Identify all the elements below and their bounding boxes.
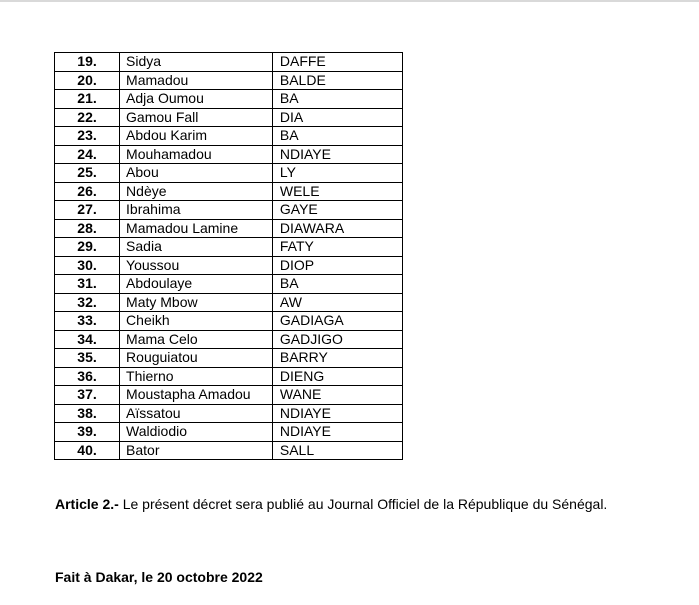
last-name-cell: LY bbox=[272, 164, 402, 183]
last-name-cell: NDIAYE bbox=[272, 423, 402, 442]
table-row bbox=[55, 71, 403, 90]
first-name-cell: Ibrahima bbox=[120, 201, 273, 220]
last-name-cell: BA bbox=[272, 275, 402, 294]
signoff-line: Fait à Dakar, le 20 octobre 2022 bbox=[55, 569, 263, 585]
row-number: 24. bbox=[55, 145, 120, 164]
names-table-body bbox=[55, 53, 403, 460]
table-row bbox=[55, 53, 403, 72]
last-name-cell: NDIAYE bbox=[272, 404, 402, 423]
first-name-cell: Ndèye bbox=[120, 182, 273, 201]
first-name-cell: Aïssatou bbox=[120, 404, 273, 423]
row-number: 19. bbox=[55, 53, 120, 72]
table-row bbox=[55, 349, 403, 368]
last-name-cell: AW bbox=[272, 293, 402, 312]
first-name-cell: Mamadou Lamine bbox=[120, 219, 273, 238]
row-number: 32. bbox=[55, 293, 120, 312]
row-number: 21. bbox=[55, 90, 120, 109]
table-row bbox=[55, 330, 403, 349]
row-number: 39. bbox=[55, 423, 120, 442]
article-label: Article 2.- bbox=[55, 496, 119, 512]
table-row bbox=[55, 256, 403, 275]
first-name-cell: Adja Oumou bbox=[120, 90, 273, 109]
row-number: 35. bbox=[55, 349, 120, 368]
first-name-cell: Youssou bbox=[120, 256, 273, 275]
row-number: 38. bbox=[55, 404, 120, 423]
first-name-cell: Maty Mbow bbox=[120, 293, 273, 312]
table-row bbox=[55, 182, 403, 201]
first-name-cell: Mouhamadou bbox=[120, 145, 273, 164]
row-number: 37. bbox=[55, 386, 120, 405]
table-row bbox=[55, 367, 403, 386]
last-name-cell: GAYE bbox=[272, 201, 402, 220]
table-row bbox=[55, 293, 403, 312]
row-number: 28. bbox=[55, 219, 120, 238]
table-row bbox=[55, 312, 403, 331]
first-name-cell: Sidya bbox=[120, 53, 273, 72]
table-row bbox=[55, 108, 403, 127]
row-number: 27. bbox=[55, 201, 120, 220]
last-name-cell: DAFFE bbox=[272, 53, 402, 72]
last-name-cell: WELE bbox=[272, 182, 402, 201]
row-number: 34. bbox=[55, 330, 120, 349]
article-text: Le présent décret sera publié au Journal Officiel de la République du Sénégal. bbox=[118, 496, 608, 512]
first-name-cell: Mamadou bbox=[120, 71, 273, 90]
first-name-cell: Abou bbox=[120, 164, 273, 183]
row-number: 23. bbox=[55, 127, 120, 146]
first-name-cell: Moustapha Amadou bbox=[120, 386, 273, 405]
table-row bbox=[55, 90, 403, 109]
last-name-cell: DIOP bbox=[272, 256, 402, 275]
first-name-cell: Bator bbox=[120, 441, 273, 460]
first-name-cell: Mama Celo bbox=[120, 330, 273, 349]
table-row bbox=[55, 441, 403, 460]
last-name-cell: BARRY bbox=[272, 349, 402, 368]
first-name-cell: Gamou Fall bbox=[120, 108, 273, 127]
last-name-cell: DIENG bbox=[272, 367, 402, 386]
table-row bbox=[55, 127, 403, 146]
row-number: 36. bbox=[55, 367, 120, 386]
first-name-cell: Thierno bbox=[120, 367, 273, 386]
row-number: 31. bbox=[55, 275, 120, 294]
table-row bbox=[55, 386, 403, 405]
names-table bbox=[54, 52, 403, 460]
row-number: 26. bbox=[55, 182, 120, 201]
table-row bbox=[55, 201, 403, 220]
last-name-cell: GADJIGO bbox=[272, 330, 402, 349]
table-row bbox=[55, 219, 403, 238]
first-name-cell: Abdoulaye bbox=[120, 275, 273, 294]
table-row bbox=[55, 238, 403, 257]
last-name-cell: WANE bbox=[272, 386, 402, 405]
row-number: 30. bbox=[55, 256, 120, 275]
last-name-cell: BA bbox=[272, 90, 402, 109]
table-row bbox=[55, 404, 403, 423]
first-name-cell: Cheikh bbox=[120, 312, 273, 331]
table-row bbox=[55, 423, 403, 442]
row-number: 25. bbox=[55, 164, 120, 183]
table-row bbox=[55, 275, 403, 294]
row-number: 40. bbox=[55, 441, 120, 460]
article-paragraph bbox=[55, 496, 607, 512]
last-name-cell: NDIAYE bbox=[272, 145, 402, 164]
page-top-edge bbox=[0, 0, 699, 2]
row-number: 33. bbox=[55, 312, 120, 331]
last-name-cell: BA bbox=[272, 127, 402, 146]
row-number: 29. bbox=[55, 238, 120, 257]
table-row bbox=[55, 145, 403, 164]
first-name-cell: Rouguiatou bbox=[120, 349, 273, 368]
first-name-cell: Waldiodio bbox=[120, 423, 273, 442]
row-number: 22. bbox=[55, 108, 120, 127]
table-row bbox=[55, 164, 403, 183]
row-number: 20. bbox=[55, 71, 120, 90]
first-name-cell: Abdou Karim bbox=[120, 127, 273, 146]
last-name-cell: DIAWARA bbox=[272, 219, 402, 238]
last-name-cell: SALL bbox=[272, 441, 402, 460]
last-name-cell: DIA bbox=[272, 108, 402, 127]
last-name-cell: GADIAGA bbox=[272, 312, 402, 331]
last-name-cell: FATY bbox=[272, 238, 402, 257]
last-name-cell: BALDE bbox=[272, 71, 402, 90]
first-name-cell: Sadia bbox=[120, 238, 273, 257]
